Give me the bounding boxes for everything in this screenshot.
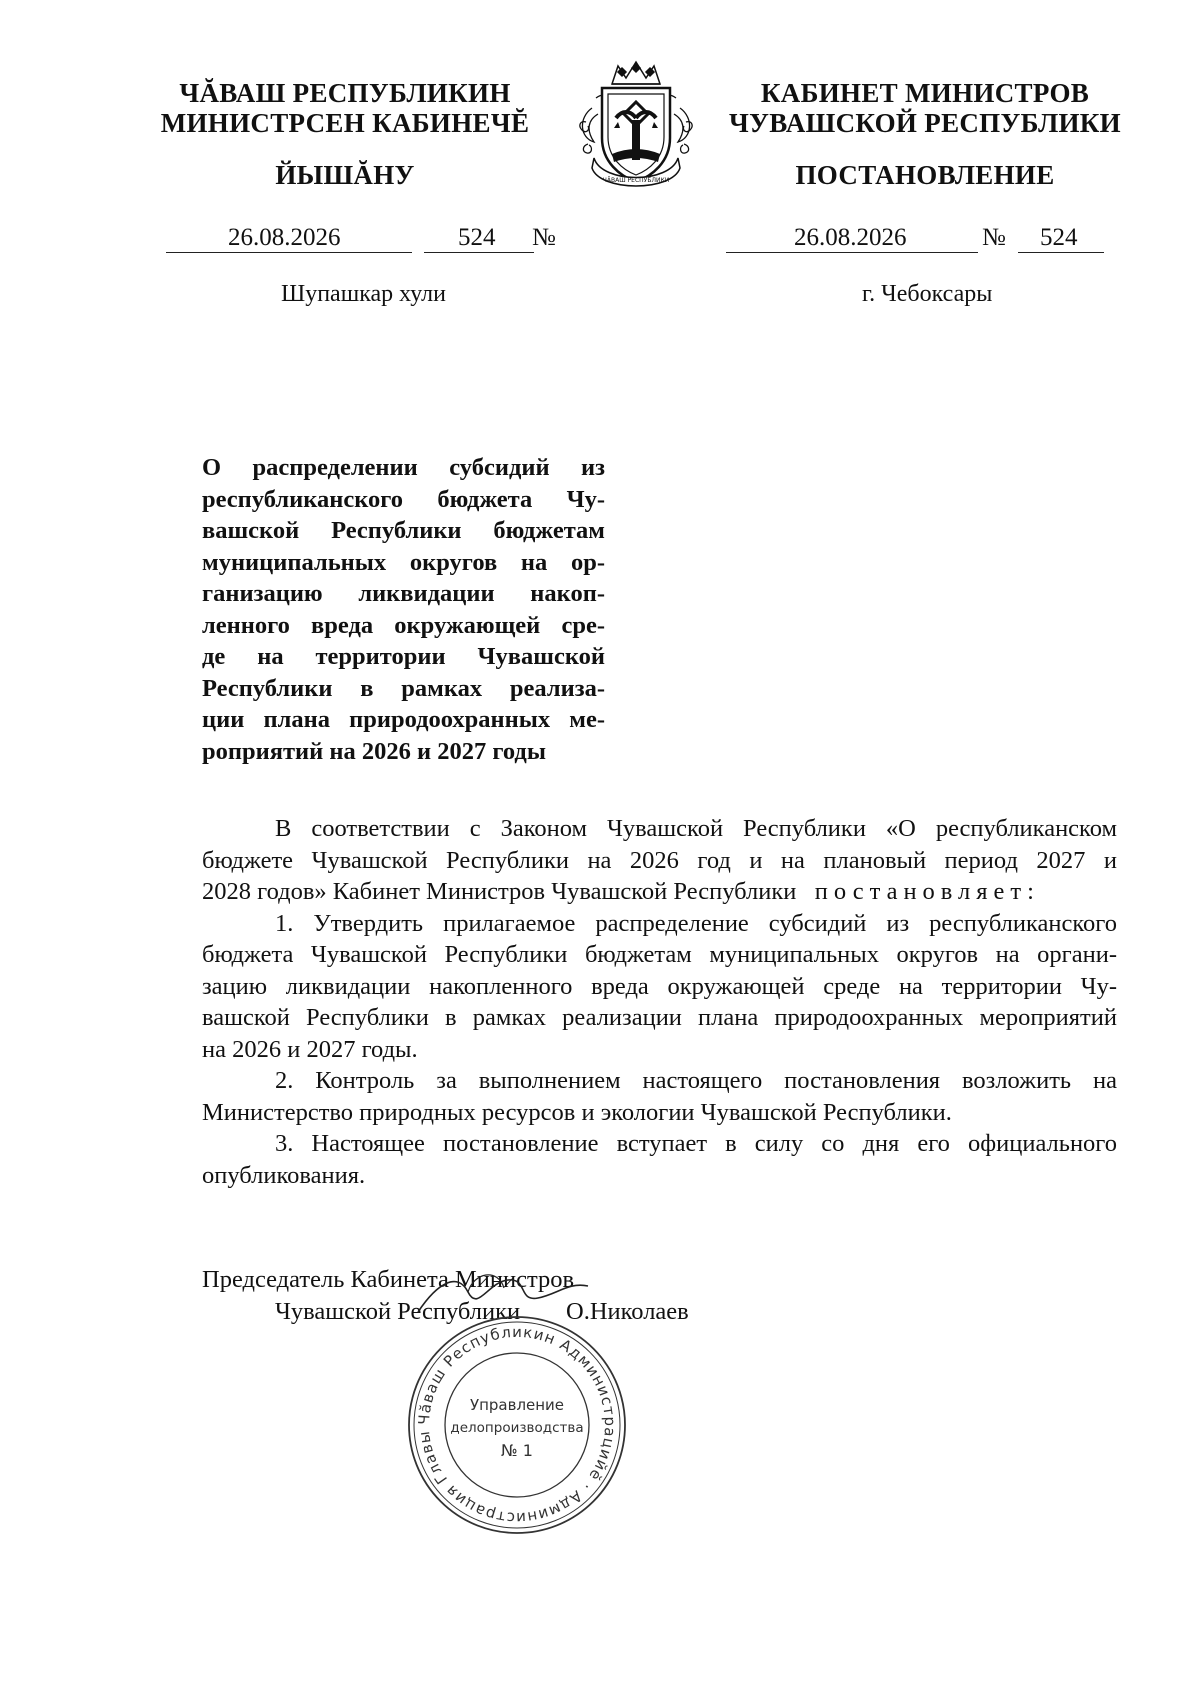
header-right-line2: ЧУВАШСКОЙ РЕСПУБЛИКИ [729, 108, 1121, 138]
right-number: 524 [1040, 224, 1078, 251]
left-no-sign: № [532, 224, 556, 251]
intro-line: бюджете Чувашской Республики на 2026 год и на плановый период 2027 и [202, 846, 1117, 874]
header-left-block [150, 78, 540, 190]
intro-text: 2028 годов» Кабинет Министров Чувашской Республики [202, 878, 797, 905]
document-body [202, 813, 1117, 1191]
city-left: Шупашкар хули [281, 281, 446, 307]
header-right-block [725, 78, 1125, 190]
item2-line: 2. Контроль за выполнением настоящего постановления возложить на [275, 1067, 1117, 1094]
stamp-center-line2: делопроизводства [450, 1420, 584, 1436]
header-right-doc-type: ПОСТАНОВЛЕНИЕ [795, 160, 1055, 190]
item1-line: 1. Утвердить прилагаемое распределение субсидий из республиканского [275, 909, 1117, 937]
item1-line: на 2026 и 2027 годы. [202, 1035, 418, 1063]
header-left-line2: МИНИСТРСЕН КАБИНЕЧĔ [160, 108, 530, 138]
title-line: республиканского бюджета Чу- [202, 485, 605, 513]
item2-line: Министерство природных ресурсов и экологии Чувашской Республики. [202, 1098, 952, 1126]
title-line: де на территории Чувашской [202, 643, 605, 670]
title-line: вашской Республики бюджетам [202, 517, 605, 544]
item3-line: 3. Настоящее постановление вступает в силу со дня его официального [275, 1130, 1117, 1157]
left-date-underline [166, 252, 412, 253]
right-no-sign: № [982, 224, 1006, 251]
official-stamp [402, 1310, 632, 1540]
title-line: ганизацию ликвидации накоп- [202, 580, 605, 607]
intro-line: В соответствии с Законом Чувашской Республики «О республиканском [275, 815, 1117, 842]
right-date: 26.08.2026 [794, 224, 907, 251]
decree-verb: постановляет: [814, 878, 1040, 905]
title-line: О распределении субсидий из [202, 454, 605, 481]
header-left-line1: ЧĂВАШ РЕСПУБЛИКИН [179, 78, 511, 108]
stamp-center-line1: Управление [469, 1396, 565, 1414]
item1-line: вашской Республики в рамках реализации плана природоохранных мероприятий [202, 1004, 1117, 1031]
signature-title-line1: Председатель Кабинета Министров [202, 1266, 575, 1293]
title-line: Республики в рамках реализа- [202, 674, 605, 702]
left-number-underline [424, 252, 534, 253]
svg-text:ЧĂВАШ РЕСПУБЛИКИ: ЧĂВАШ РЕСПУБЛИКИ [602, 177, 670, 184]
stamp-ring-text: Чăваш Республикин Администрацийĕ · Администрация Главы [414, 1322, 620, 1528]
right-date-underline [726, 252, 978, 253]
intro-line-3 [202, 876, 1117, 908]
header-left-doc-type: ЙЫШĂНУ [275, 160, 415, 190]
title-line: муниципальных округов на ор- [202, 548, 605, 576]
signature-title-line2: Чувашской Республики [275, 1298, 521, 1325]
stamp-center-line3: № 1 [501, 1441, 533, 1460]
item3-line: опубликования. [202, 1161, 366, 1189]
city-right: г. Чебоксары [862, 281, 993, 307]
title-line: ции плана природоохранных ме- [202, 706, 605, 733]
right-number-underline [1018, 252, 1104, 253]
item1-line: бюджета Чувашской Республики бюджетам муниципальных округов на органи- [202, 941, 1117, 968]
chuvash-coat-of-arms [572, 58, 700, 196]
left-date: 26.08.2026 [228, 224, 341, 251]
document-title [202, 452, 605, 767]
signer-name: О.Николаев [566, 1298, 689, 1325]
title-line: ленного вреда окружающей сре- [202, 611, 605, 639]
emblem-icon [572, 58, 700, 196]
stamp-seal-icon [402, 1310, 632, 1540]
left-number: 524 [458, 224, 496, 251]
title-line: роприятий на 2026 и 2027 годы [202, 737, 546, 765]
item1-line: зацию ликвидации накопленного вреда окружающей среде на территории Чу- [202, 972, 1117, 1000]
header-right-line1: КАБИНЕТ МИНИСТРОВ [760, 78, 1090, 108]
